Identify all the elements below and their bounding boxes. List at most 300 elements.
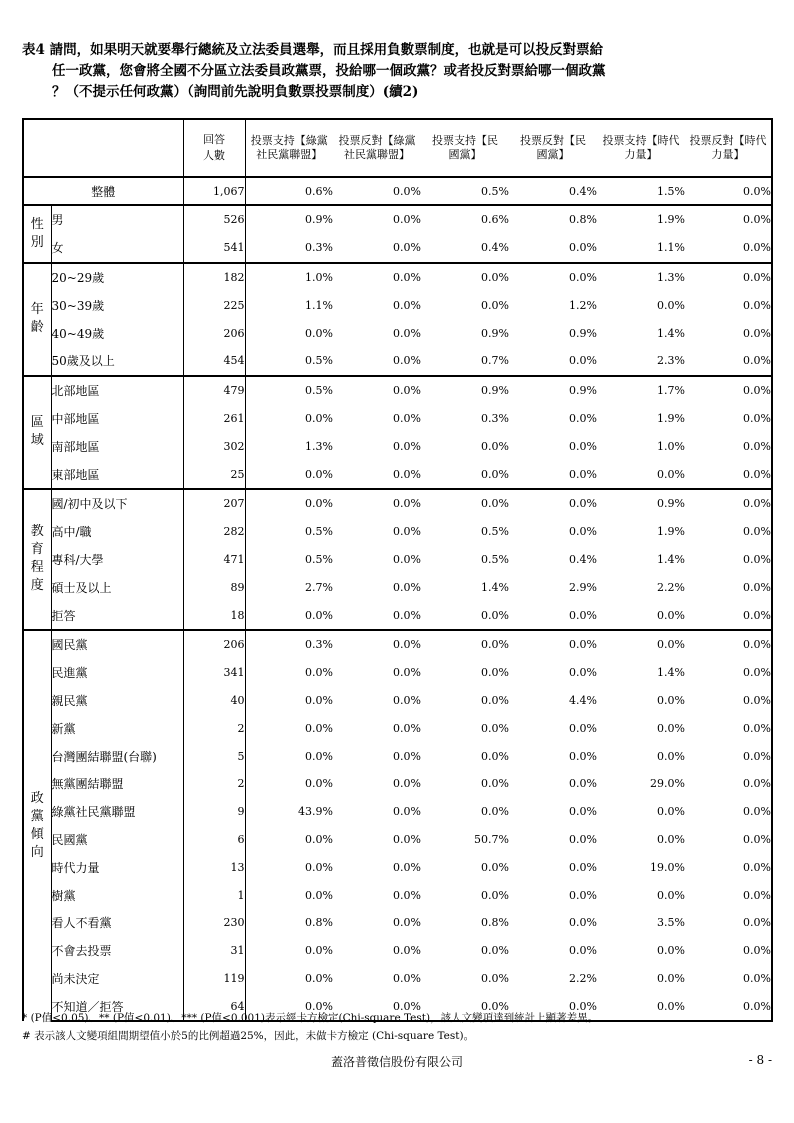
row-value-c2: 0.0%: [393, 608, 421, 622]
row-label: 不會去投票: [51, 937, 183, 965]
row-value-c1: 0.0%: [245, 742, 333, 770]
row-label: 尚未決定: [51, 965, 183, 993]
row-value-c5: 1.1%: [657, 241, 685, 255]
table-row: [23, 489, 772, 518]
row-n: 182: [183, 263, 245, 292]
row-value-c4: 0.0%: [569, 241, 597, 255]
row-value-c2: 0.0%: [393, 888, 421, 902]
row-n: 18: [183, 601, 245, 630]
row-value-c1: 1.3%: [245, 432, 333, 460]
row-value-c3: 0.4%: [481, 241, 509, 255]
row-value-c6: 0.0%: [685, 347, 772, 376]
overall-c5: 1.5%: [597, 177, 685, 205]
row-value-c5: 0.0%: [657, 721, 685, 735]
row-value-c2: 0.0%: [333, 992, 421, 1021]
row-value-c4: 2.2%: [569, 971, 597, 985]
overall-c4: 0.4%: [509, 177, 597, 205]
row-value-c2: 0.0%: [333, 205, 421, 234]
row-value-c1: 0.9%: [245, 205, 333, 234]
row-value-c3: 0.0%: [481, 971, 509, 985]
row-label: 20~29歲: [51, 263, 183, 292]
group-label-text: 教育程度: [30, 524, 44, 594]
table-row: [23, 826, 772, 854]
overall-c1: 0.6%: [245, 177, 333, 205]
row-value-c4: 0.0%: [569, 916, 597, 930]
row-value-c6: 0.0%: [685, 546, 772, 574]
overall-c3: 0.5%: [421, 177, 509, 205]
row-value-c2: 0.0%: [393, 749, 421, 763]
row-n: 1: [183, 881, 245, 909]
title-line-2: 任一政黨，您會將全國不分區立法委員政黨票，投給哪一個政黨？或者投反對票給哪一個政黨: [52, 63, 606, 79]
table-body: [23, 177, 772, 1021]
footnote-significance: * (P值<0.05)、** (P值<0.01)、*** (P值<0.001)表示經卡方檢定(Chi-square Test)，該人文變項達到統計上顯著差異。: [22, 1012, 599, 1024]
row-value-c6: 0.0%: [685, 319, 772, 347]
row-value-c5: 29.0%: [650, 777, 685, 791]
group-label: [23, 376, 51, 489]
company-name: 蓋洛普徵信股份有限公司: [330, 1055, 463, 1069]
row-value-c3: 0.9%: [481, 326, 509, 340]
header-row: [23, 119, 772, 177]
row-label: 看人不看黨: [51, 909, 183, 937]
row-value-c1: 0.0%: [245, 965, 333, 993]
row-value-c2: 0.0%: [393, 354, 421, 368]
row-value-c3: 0.0%: [421, 489, 509, 518]
row-value-c3: 0.8%: [481, 916, 509, 930]
row-n: 13: [183, 853, 245, 881]
header-c5-text: 投票支持【時代力量】: [602, 134, 680, 161]
row-value-c3: 0.0%: [481, 805, 509, 819]
row-value-c6: 0.0%: [685, 826, 772, 854]
row-value-c4: 0.0%: [569, 749, 597, 763]
row-label: 無黨團結聯盟: [51, 770, 183, 798]
table-row: [23, 263, 772, 292]
row-value-c5: 0.0%: [657, 298, 685, 312]
row-value-c2: 0.0%: [333, 489, 421, 518]
row-value-c3: 0.0%: [481, 467, 509, 481]
row-value-c2: 0.0%: [393, 860, 421, 874]
row-label: 樹黨: [51, 881, 183, 909]
row-value-c4: 0.0%: [569, 832, 597, 846]
row-value-c5: 1.9%: [657, 411, 685, 425]
table-row: [23, 965, 772, 993]
row-n: 471: [183, 546, 245, 574]
row-value-c1: 0.0%: [245, 853, 333, 881]
row-value-c1: 0.0%: [245, 405, 333, 433]
row-label: 親民黨: [51, 687, 183, 715]
group-label: [23, 205, 51, 263]
row-value-c5: 0.0%: [657, 749, 685, 763]
row-label: 新黨: [51, 714, 183, 742]
row-n: 479: [183, 376, 245, 405]
row-value-c2: 0.0%: [393, 721, 421, 735]
row-value-c6: 0.0%: [685, 234, 772, 263]
row-value-c5: 0.0%: [657, 608, 685, 622]
header-c1: [245, 119, 333, 177]
row-label: 拒答: [51, 601, 183, 630]
row-value-c3: 0.7%: [481, 354, 509, 368]
table-row: [23, 518, 772, 546]
row-value-c6: 0.0%: [685, 853, 772, 881]
header-c2: [333, 119, 421, 177]
table-row: [23, 853, 772, 881]
row-value-c2: 0.0%: [393, 777, 421, 791]
row-value-c4: 0.0%: [569, 666, 597, 680]
row-value-c1: 2.7%: [245, 573, 333, 601]
row-value-c5: 1.4%: [657, 666, 685, 680]
row-value-c3: 0.5%: [481, 552, 509, 566]
row-value-c2: 0.0%: [393, 971, 421, 985]
table-row: [23, 659, 772, 687]
table-title: [22, 40, 782, 103]
row-label: 台灣團結聯盟(台聯): [51, 742, 183, 770]
row-value-c6: 0.0%: [685, 770, 772, 798]
table-row: [23, 405, 772, 433]
table-row: [23, 909, 772, 937]
table-row: [23, 881, 772, 909]
row-n: 230: [183, 909, 245, 937]
row-n: 5: [183, 742, 245, 770]
table-row: [23, 347, 772, 376]
row-value-c3: 0.3%: [481, 411, 509, 425]
row-value-c1: 0.0%: [245, 826, 333, 854]
header-c4-text: 投票反對【民國黨】: [520, 134, 586, 161]
row-value-c4: 0.0%: [569, 944, 597, 958]
group-label: [23, 630, 51, 1021]
row-value-c1: 0.5%: [245, 376, 333, 405]
row-value-c4: 0.4%: [569, 552, 597, 566]
table-row: [23, 546, 772, 574]
row-value-c4: 0.0%: [569, 354, 597, 368]
header-c1-text: 投票支持【綠黨社民黨聯盟】: [250, 134, 328, 161]
row-label: 東部地區: [51, 460, 183, 489]
row-value-c3: 0.0%: [481, 298, 509, 312]
header-c2-text: 投票反對【綠黨社民黨聯盟】: [338, 134, 416, 161]
row-n: 206: [183, 319, 245, 347]
title-line-1: 表4 請問，如果明天就要舉行總統及立法委員選舉，而且採用負數票制度，也就是可以投反對票給: [22, 42, 604, 58]
row-n: 2: [183, 714, 245, 742]
header-blank: [23, 119, 183, 177]
title-line-3: ？（不提示任何政黨）（詢問前先說明負數票投票制度）(續2): [52, 84, 419, 100]
row-value-c3: 0.0%: [481, 693, 509, 707]
row-value-c6: 0.0%: [685, 798, 772, 826]
overall-n: 1,067: [183, 177, 245, 205]
row-value-c4: 0.0%: [569, 860, 597, 874]
row-value-c6: 0.0%: [685, 432, 772, 460]
table-row: [23, 687, 772, 715]
row-value-c1: 0.0%: [245, 687, 333, 715]
row-value-c6: 0.0%: [685, 992, 772, 1021]
header-c5: [597, 119, 685, 177]
row-value-c2: 0.0%: [333, 630, 421, 659]
row-value-c6: 0.0%: [685, 881, 772, 909]
row-value-c2: 0.0%: [393, 241, 421, 255]
row-n: 64: [183, 992, 245, 1021]
row-value-c5: 19.0%: [650, 860, 685, 874]
row-n: 25: [183, 460, 245, 489]
row-n: 207: [183, 489, 245, 518]
table-row: [23, 714, 772, 742]
row-value-c6: 0.0%: [685, 687, 772, 715]
row-value-c5: 1.0%: [657, 439, 685, 453]
row-value-c5: 0.0%: [657, 971, 685, 985]
header-c3: [421, 119, 509, 177]
row-value-c6: 0.0%: [685, 205, 772, 234]
row-n: 282: [183, 518, 245, 546]
row-value-c5: 1.9%: [657, 525, 685, 539]
row-value-c6: 0.0%: [685, 630, 772, 659]
row-value-c4: 1.2%: [569, 298, 597, 312]
row-value-c6: 0.0%: [685, 601, 772, 630]
row-value-c3: 0.5%: [481, 525, 509, 539]
header-c6-text: 投票反對【時代力量】: [689, 134, 767, 161]
row-value-c1: 0.0%: [245, 489, 333, 518]
row-value-c1: 0.5%: [245, 347, 333, 376]
row-value-c6: 0.0%: [685, 291, 772, 319]
row-value-c3: 0.0%: [481, 666, 509, 680]
row-value-c5: 0.0%: [657, 693, 685, 707]
row-n: 541: [183, 234, 245, 263]
group-label-text: 政黨傾向: [30, 791, 44, 861]
row-value-c5: 1.9%: [597, 205, 685, 234]
group-label-text: 年齡: [30, 302, 44, 336]
row-value-c5: 0.0%: [657, 888, 685, 902]
row-value-c4: 0.9%: [509, 376, 597, 405]
table-row: [23, 460, 772, 489]
row-value-c4: 0.0%: [509, 992, 597, 1021]
header-c3-text: 投票支持【民國黨】: [432, 134, 498, 161]
row-n: 225: [183, 291, 245, 319]
row-label: 民國黨: [51, 826, 183, 854]
row-value-c2: 0.0%: [393, 525, 421, 539]
row-n: 526: [183, 205, 245, 234]
table-row: [23, 742, 772, 770]
row-value-c3: 0.0%: [421, 992, 509, 1021]
row-n: 261: [183, 405, 245, 433]
row-n: 302: [183, 432, 245, 460]
row-value-c4: 4.4%: [569, 693, 597, 707]
header-c4: [509, 119, 597, 177]
row-value-c4: 0.0%: [569, 805, 597, 819]
row-value-c3: 0.0%: [481, 888, 509, 902]
row-value-c5: 1.4%: [657, 326, 685, 340]
row-value-c5: 1.7%: [597, 376, 685, 405]
group-label-text: 區域: [30, 415, 44, 449]
row-n: 454: [183, 347, 245, 376]
row-value-c1: 0.0%: [245, 460, 333, 489]
row-value-c6: 0.0%: [685, 937, 772, 965]
row-value-c1: 0.0%: [245, 601, 333, 630]
header-n: [183, 119, 245, 177]
crosstab-table: [22, 118, 773, 1022]
row-value-c1: 1.0%: [245, 263, 333, 292]
row-value-c2: 0.0%: [333, 376, 421, 405]
row-value-c2: 0.0%: [393, 439, 421, 453]
row-value-c4: 0.0%: [569, 721, 597, 735]
row-value-c5: 0.9%: [597, 489, 685, 518]
row-value-c2: 0.0%: [393, 916, 421, 930]
row-value-c6: 0.0%: [685, 965, 772, 993]
row-value-c4: 0.9%: [569, 326, 597, 340]
row-value-c4: 0.0%: [509, 263, 597, 292]
row-label: 50歲及以上: [51, 347, 183, 376]
row-value-c4: 0.0%: [569, 525, 597, 539]
row-value-c1: 0.3%: [245, 234, 333, 263]
table-row: [23, 601, 772, 630]
row-value-c1: 0.8%: [245, 909, 333, 937]
row-n: 9: [183, 798, 245, 826]
row-value-c5: 0.0%: [597, 630, 685, 659]
row-value-c3: 0.0%: [481, 860, 509, 874]
row-value-c2: 0.0%: [333, 263, 421, 292]
row-value-c4: 0.0%: [509, 489, 597, 518]
row-value-c3: 0.0%: [481, 777, 509, 791]
row-value-c3: 0.0%: [481, 439, 509, 453]
row-value-c3: 0.0%: [481, 749, 509, 763]
table-row: [23, 205, 772, 234]
row-value-c3: 0.0%: [421, 630, 509, 659]
row-label: 北部地區: [51, 376, 183, 405]
row-label: 40~49歲: [51, 319, 183, 347]
row-value-c3: 0.9%: [421, 376, 509, 405]
row-value-c1: 0.3%: [245, 630, 333, 659]
row-value-c1: 0.0%: [245, 992, 333, 1021]
row-value-c5: 3.5%: [657, 916, 685, 930]
row-value-c4: 2.9%: [569, 580, 597, 594]
row-label: 時代力量: [51, 853, 183, 881]
row-n: 341: [183, 659, 245, 687]
group-label-text: 性別: [30, 216, 44, 250]
table-row: [23, 630, 772, 659]
table-row: [23, 770, 772, 798]
table-row: [23, 234, 772, 263]
row-value-c3: 1.4%: [481, 580, 509, 594]
row-value-c6: 0.0%: [685, 909, 772, 937]
row-label: 碩士及以上: [51, 573, 183, 601]
row-value-c2: 0.0%: [393, 805, 421, 819]
row-value-c2: 0.0%: [393, 693, 421, 707]
table-row: [23, 319, 772, 347]
row-n: 6: [183, 826, 245, 854]
row-value-c1: 0.0%: [245, 714, 333, 742]
row-value-c4: 0.0%: [569, 608, 597, 622]
row-label: 不知道／拒答: [51, 992, 183, 1021]
row-value-c3: 0.0%: [481, 721, 509, 735]
row-value-c1: 0.0%: [245, 770, 333, 798]
header-n-text: 回答人數: [203, 133, 225, 162]
row-value-c6: 0.0%: [685, 460, 772, 489]
row-value-c1: 0.5%: [245, 546, 333, 574]
row-value-c5: 0.0%: [657, 832, 685, 846]
row-n: 206: [183, 630, 245, 659]
row-label: 民進黨: [51, 659, 183, 687]
row-value-c4: 0.0%: [569, 777, 597, 791]
row-value-c4: 0.8%: [509, 205, 597, 234]
row-value-c5: 0.0%: [657, 805, 685, 819]
row-label: 30~39歲: [51, 291, 183, 319]
footnote-chi-square: # 表示該人文變項組間期望值小於5的比例超過25%，因此，未做卡方檢定 (Chi-square Test)。: [22, 1030, 475, 1042]
row-value-c3: 50.7%: [474, 832, 509, 846]
row-value-c6: 0.0%: [685, 573, 772, 601]
row-value-c2: 0.0%: [393, 298, 421, 312]
row-value-c3: 0.6%: [421, 205, 509, 234]
row-value-c2: 0.0%: [393, 467, 421, 481]
row-label: 高中/職: [51, 518, 183, 546]
row-value-c6: 0.0%: [685, 489, 772, 518]
row-value-c1: 1.1%: [245, 291, 333, 319]
row-value-c6: 0.0%: [685, 659, 772, 687]
header-c6: [685, 119, 772, 177]
row-n: 2: [183, 770, 245, 798]
row-value-c5: 2.3%: [657, 354, 685, 368]
table-row: [23, 432, 772, 460]
row-value-c3: 0.0%: [421, 263, 509, 292]
row-value-c6: 0.0%: [685, 405, 772, 433]
row-value-c6: 0.0%: [685, 263, 772, 292]
row-value-c2: 0.0%: [393, 326, 421, 340]
row-value-c5: 1.3%: [597, 263, 685, 292]
row-value-c1: 43.9%: [245, 798, 333, 826]
page-number: - 8 -: [748, 1053, 772, 1067]
row-value-c3: 0.0%: [481, 608, 509, 622]
row-label: 男: [51, 205, 183, 234]
row-value-c4: 0.0%: [509, 630, 597, 659]
group-label: [23, 489, 51, 630]
row-value-c4: 0.0%: [569, 467, 597, 481]
row-value-c4: 0.0%: [569, 439, 597, 453]
group-label: [23, 263, 51, 376]
row-n: 40: [183, 687, 245, 715]
row-value-c5: 0.0%: [657, 944, 685, 958]
row-n: 31: [183, 937, 245, 965]
overall-c2: 0.0%: [333, 177, 421, 205]
row-value-c1: 0.0%: [245, 659, 333, 687]
row-label: 專科/大學: [51, 546, 183, 574]
table-row: [23, 937, 772, 965]
row-value-c4: 0.0%: [569, 411, 597, 425]
row-value-c2: 0.0%: [393, 411, 421, 425]
row-value-c2: 0.0%: [393, 944, 421, 958]
row-value-c5: 0.0%: [657, 467, 685, 481]
row-value-c3: 0.0%: [481, 944, 509, 958]
row-label: 綠黨社民黨聯盟: [51, 798, 183, 826]
row-value-c6: 0.0%: [685, 742, 772, 770]
row-n: 119: [183, 965, 245, 993]
table-row: [23, 573, 772, 601]
row-value-c1: 0.5%: [245, 518, 333, 546]
row-value-c6: 0.0%: [685, 518, 772, 546]
row-label: 國/初中及以下: [51, 489, 183, 518]
row-value-c2: 0.0%: [393, 666, 421, 680]
row-value-c5: 0.0%: [597, 992, 685, 1021]
row-value-c5: 2.2%: [657, 580, 685, 594]
row-value-c1: 0.0%: [245, 937, 333, 965]
row-value-c1: 0.0%: [245, 319, 333, 347]
row-label: 南部地區: [51, 432, 183, 460]
row-label: 中部地區: [51, 405, 183, 433]
overall-label: 整體: [23, 177, 183, 205]
row-value-c5: 1.4%: [657, 552, 685, 566]
row-value-c4: 0.0%: [569, 888, 597, 902]
overall-row: [23, 177, 772, 205]
table-row: [23, 798, 772, 826]
row-value-c2: 0.0%: [393, 832, 421, 846]
row-label: 國民黨: [51, 630, 183, 659]
table-row: [23, 376, 772, 405]
row-value-c6: 0.0%: [685, 376, 772, 405]
row-value-c6: 0.0%: [685, 714, 772, 742]
overall-c6: 0.0%: [685, 177, 772, 205]
row-value-c2: 0.0%: [393, 580, 421, 594]
